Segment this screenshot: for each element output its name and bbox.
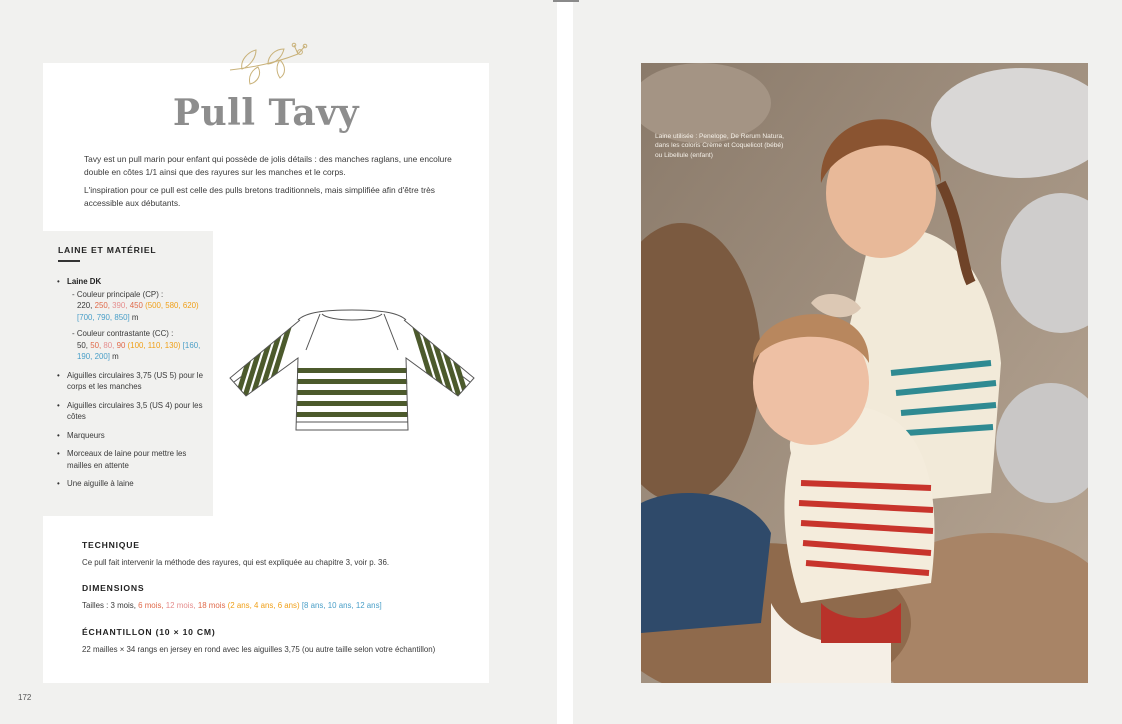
size-value: 12 ans] [355,601,382,610]
size-value: 790, [96,312,113,322]
technique-heading: TECHNIQUE [82,540,140,550]
size-value: (100, [127,340,146,350]
size-value: [700, [77,312,95,322]
photo-caption: Laine utilisée : Penelope, De Rerum Natura, dans les coloris Crème et Coquelicot (bébé) ou Libellule (enfant) [655,133,785,159]
size-value: 190, [77,352,93,361]
size-value: 450 [129,301,143,310]
gauge-section [82,627,482,656]
technique-text: Ce pull fait intervenir la méthode des rayures, qui est expliquée au chapitre 3, voir p. 36. [82,558,390,567]
intro-paragraph: L'inspiration pour ce pull est celle des pulls bretons traditionnels, mais simplifiée afin d'être très accessible aux débutants. [84,185,435,208]
wool-label: Laine DK [67,277,102,286]
materials-heading: LAINE ET MATÉRIEL [58,245,157,255]
unit: m [131,312,139,322]
size-value: 80, [103,340,115,350]
size-value: (2 ans, [227,601,252,610]
sizes-label: Tailles : [82,601,109,610]
materials-list [57,276,207,497]
gauge-heading: ÉCHANTILLON (10 × 10 CM) [82,627,216,637]
size-value: 6 ans) [277,601,300,610]
size-value: [160, [182,340,201,350]
list-item [57,276,207,363]
page-title: Pull Tavy [172,92,360,134]
size-value: [8 ans, [301,601,326,610]
size-value: 50, [77,340,88,350]
technique-section [82,540,482,569]
leaf-sprig-icon [228,40,312,88]
size-value: 200] [94,352,110,361]
main-color-label: - Couleur principale (CP) : [72,289,164,299]
list-item: • Aiguilles circulaires 3,5 (US 4) pour les côtes [57,400,207,423]
size-value: 390, [112,301,128,310]
size-value: 10 ans, [327,601,354,610]
intro-text [84,153,454,215]
unit: m [112,352,119,361]
size-value: 130) [164,340,181,350]
dimensions-section [82,583,482,612]
size-value: 90 [116,340,126,350]
list-item: • Aiguilles circulaires 3,75 (US 5) pour le corps et les manches [57,370,207,393]
gauge-text: 22 mailles × 34 rangs en jersey en rond avec les aiguilles 3,75 (ou autre taille selon votre échantillon) [82,645,436,654]
size-value: 850] [114,312,130,322]
sweater-illustration [226,306,478,440]
contrast-color-values [72,340,207,363]
size-value: 110, [147,340,163,350]
size-value: 6 mois, [138,601,164,610]
heading-underline [58,260,80,262]
page-number: 172 [18,693,32,702]
size-value: 18 mois [197,601,226,610]
main-color-values [72,300,207,323]
wool-details [67,289,207,363]
size-value: 4 ans, [254,601,276,610]
dimensions-text [82,600,482,612]
list-item: • Marqueurs [57,430,207,442]
size-value: 3 mois, [110,601,136,610]
list-item: • Morceaux de laine pour mettre les mailles en attente [57,448,207,471]
list-item: • Une aiguille à laine [57,478,207,490]
size-value: 220, [77,301,93,310]
contrast-color-label: - Couleur contrastante (CC) : [72,329,174,338]
spine-mark [553,0,579,2]
size-value: 620) [182,301,199,310]
intro-paragraph: Tavy est un pull marin pour enfant qui possède de jolis détails : des manches raglans, une encolure double en côtes 1/1 ainsi que des rayures sur les manches et le corps. [84,154,452,177]
size-value: 250, [94,301,110,310]
book-spine [557,0,573,724]
dimensions-heading: DIMENSIONS [82,583,145,593]
size-value: 50, [90,340,102,350]
size-value: 580, [165,301,181,310]
size-value: 12 mois, [165,601,196,610]
size-value: (500, [145,301,164,310]
